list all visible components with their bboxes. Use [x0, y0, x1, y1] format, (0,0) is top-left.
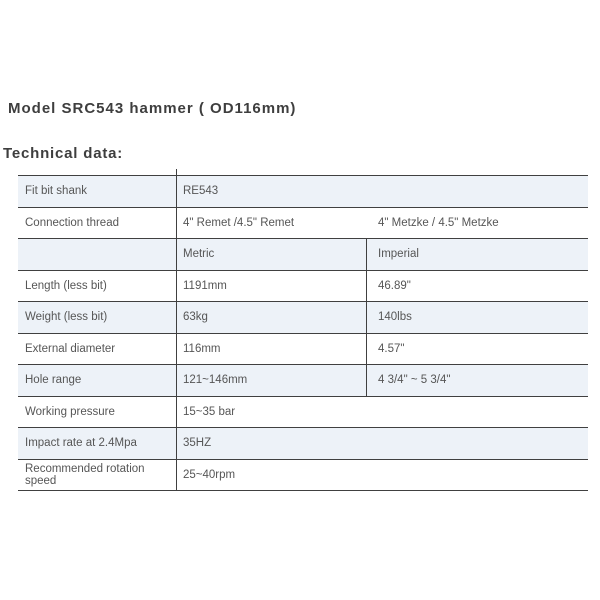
spec-value-metric: 121~146mm	[177, 365, 367, 396]
table-row-length	[18, 270, 588, 302]
spec-label: Connection thread	[18, 208, 177, 239]
metric-column-header: Metric	[177, 239, 367, 270]
table-row-weight	[18, 301, 588, 333]
spec-value-imperial: 4 3/4" ~ 5 3/4"	[378, 374, 451, 387]
spec-label: Impact rate at 2.4Mpa	[18, 428, 177, 459]
table-row-rotation-speed	[18, 459, 588, 491]
spec-value-metric: 116mm	[177, 334, 367, 365]
page-title: Model SRC543 hammer ( OD116mm)	[8, 100, 297, 117]
spec-value-imperial: 140lbs	[378, 311, 412, 324]
spec-value-metric: 1191mm	[177, 271, 367, 302]
spec-value-imperial: 46.89"	[378, 279, 411, 292]
spec-value: RE543	[183, 185, 219, 198]
spec-value-metric: 63kg	[177, 302, 367, 333]
spec-label: Length (less bit)	[18, 271, 177, 302]
spec-value-imperial: 4.57"	[378, 342, 405, 355]
spec-value: 35HZ	[183, 437, 212, 450]
spec-label: External diameter	[18, 334, 177, 365]
imperial-column-header: Imperial	[378, 248, 419, 261]
spec-label: Weight (less bit)	[18, 302, 177, 333]
spec-label: Working pressure	[18, 397, 177, 428]
spec-value-metzke: 4" Metzke / 4.5" Metzke	[378, 216, 499, 229]
spec-value: 25~40rpm	[183, 468, 236, 481]
spec-label: Hole range	[18, 365, 177, 396]
section-heading-technical-data: Technical data:	[3, 145, 124, 162]
spec-label: Fit bit shank	[18, 176, 177, 207]
table-row-working-pressure	[18, 396, 588, 428]
technical-data-table	[18, 175, 588, 491]
table-row-external-diameter	[18, 333, 588, 365]
table-row-fit-bit-shank	[18, 175, 588, 207]
table-row-hole-range	[18, 364, 588, 396]
spec-value-remet: 4" Remet /4.5" Remet	[183, 216, 295, 229]
spec-label-empty	[18, 239, 177, 270]
spec-value: 15~35 bar	[183, 405, 236, 418]
spec-label: Recommended rotation speed	[18, 460, 177, 491]
table-row-impact-rate	[18, 427, 588, 459]
table-row-unit-headers	[18, 238, 588, 270]
table-row-connection-thread	[18, 207, 588, 239]
